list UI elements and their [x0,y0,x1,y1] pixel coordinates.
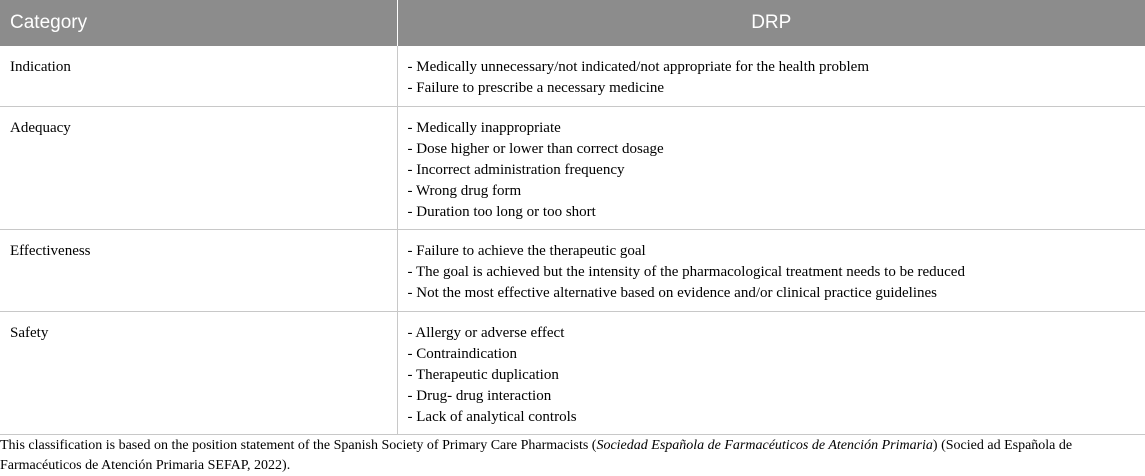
table-row [0,107,1145,230]
drp-items-cell [397,230,1145,312]
category-cell: Adequacy [0,107,397,230]
drp-item: - Therapeutic duplication [407,367,559,383]
footnote-text-start: This classification is based on the position statement of the Spanish Society of Primary Care Pharmacists ( [0,438,597,453]
drp-item: - Dose higher or lower than correct dosage [407,141,664,157]
category-cell: Effectiveness [0,230,397,312]
drp-item: - The goal is achieved but the intensity of the pharmacological treatment needs to be reduced [407,264,965,280]
footnote-society-name: Sociedad Española de Farmacéuticos de Atención Primaria [596,438,933,453]
footnote-text-end: ) (Socied ad Española de Farmacéuticos de Atención Primaria SEFAP, 2022). [0,438,1073,473]
category-cell: Safety [0,312,397,435]
drp-item: - Incorrect administration frequency [407,162,625,178]
table-header-row [0,0,1145,46]
drp-item: - Duration too long or too short [407,204,596,220]
drp-items-cell [397,312,1145,435]
drp-item: - Drug- drug interaction [407,388,552,404]
header-category: Category [0,0,397,46]
drp-item: - Not the most effective alternative based on evidence and/or clinical practice guidelines [407,285,938,301]
drp-item: - Contraindication [407,346,518,362]
drp-item: - Failure to achieve the therapeutic goal [407,243,646,259]
drp-item: - Medically inappropriate [407,120,561,136]
drp-item: - Wrong drug form [407,183,522,199]
table-footnote [0,436,1145,476]
drp-item: - Medically unnecessary/not indicated/not appropriate for the health problem [407,59,870,75]
table-row [0,230,1145,312]
header-drp: DRP [397,0,1145,46]
drp-items-cell [397,46,1145,107]
drp-items-cell [397,107,1145,230]
drp-item: - Lack of analytical controls [407,409,577,425]
table-row [0,46,1145,107]
table-row [0,312,1145,435]
drp-item: - Allergy or adverse effect [407,325,565,341]
category-cell: Indication [0,46,397,107]
drp-item: - Failure to prescribe a necessary medicine [407,80,665,96]
